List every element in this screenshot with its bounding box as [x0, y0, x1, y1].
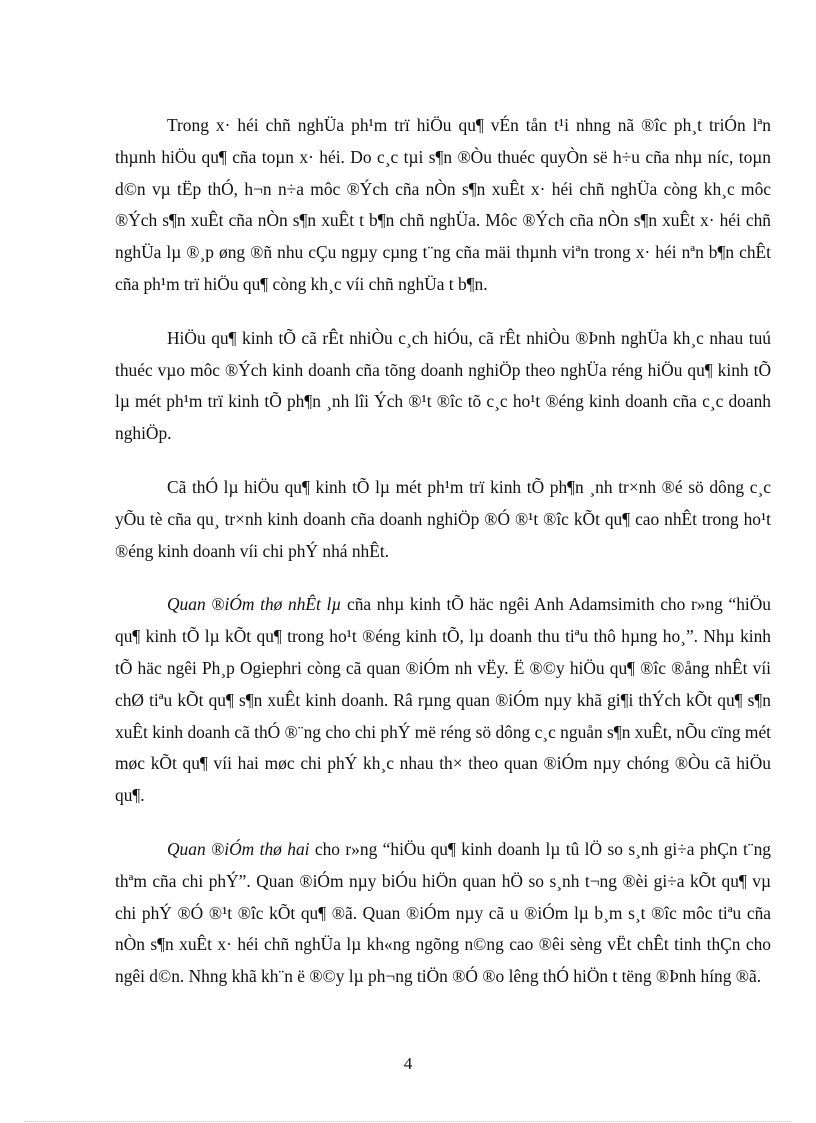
page-number: 4: [403, 1054, 413, 1073]
italic-lead-in: Quan ®iÓm thø nhÊt lµ: [167, 594, 342, 615]
body-text: [115, 110, 771, 1015]
paragraph-text: cña nhµ kinh tÕ häc ngêi Anh Adamsimith cho r»ng “hiÖu qu¶ kinh tÕ lµ kÕt qu¶ trong ho¹t ®éng kinh tÕ, lµ doanh thu tiªu thô hµng ho¸”. Nhµ kinh tÕ häc ngêi Ph¸p Ogiephri còng cã quan ®iÓm nh vËy. Ë ®©y hiÖu qu¶ ®îc ®ång nhÊt víi chØ tiªu kÕt qu¶ s¶n xuÊt kinh doanh. Râ rµng quan ®iÓm nµy khã gi¶i thÝch kÕt qu¶ s¶n xuÊt kinh doanh cã thÓ ®¨ng cho chi phÝ më réng sö dông c¸c nguån s¶n xuÊt, nÕu cïng mét møc kÕt qu¶ víi hai møc chi phÝ kh¸c nhau th× theo quan ®iÓm nµy chóng ®Òu cã hiÖu qu¶.: [115, 594, 771, 806]
paragraph-4: [115, 589, 771, 812]
paragraph-text: HiÖu qu¶ kinh tÕ cã rÊt nhiÒu c¸ch hiÓu, cã rÊt nhiÒu ®Þnh nghÜa kh¸c nhau tuú thuéc vµo môc ®Ých kinh doanh cña tõng doanh nghiÖp theo nghÜa réng hiÖu qu¶ kinh tÕ lµ mét ph¹m trï kinh tÕ ph¶n ¸nh lîi Ých ®¹t ®îc tõ c¸c ho¹t ®éng kinh doanh cña c¸c doanh nghiÖp.: [115, 327, 771, 444]
italic-lead-in: Quan ®iÓm thø hai: [167, 838, 310, 859]
paragraph-text: cho r»ng “hiÖu qu¶ kinh doanh lµ tû lÖ so s¸nh gi÷a phÇn t¨ng thªm cña chi phÝ”. Quan ®iÓm nµy biÓu hiÖn quan hÖ so s¸nh t¬ng ®èi gi÷a kÕt qu¶ vµ chi phÝ ®Ó ®¹t ®îc kÕt qu¶ ®ã. Quan ®iÓm nµy cã u ®iÓm lµ b¸m s¸t ®îc môc tiªu cña nÒn s¶n xuÊt x· héi chñ nghÜa lµ kh«ng ngõng n©ng cao ®êi sèng vËt chÊt tinh thÇn cho ngêi d©n. Nhng khã kh¨n ë ®©y lµ ph¬ng tiÖn ®Ó ®o lêng thÓ hiÖn t tëng ®Þnh híng ®ã.: [115, 838, 771, 987]
paragraph-2: [115, 323, 771, 450]
page-bottom-divider: [24, 1121, 792, 1122]
paragraph-1: [115, 110, 771, 301]
paragraph-text: Cã thÓ lµ hiÖu qu¶ kinh tÕ lµ mét ph¹m trï kinh tÕ ph¶n ¸nh tr×nh ®é sö dông c¸c yÕu tè cña qu¸ tr×nh kinh doanh cña doanh nghiÖp ®Ó ®¹t ®îc kÕt qu¶ cao nhÊt trong ho¹t ®éng kinh doanh víi chi phÝ nhá nhÊt.: [115, 476, 771, 561]
paragraph-text: Trong x· héi chñ nghÜa ph¹m trï hiÖu qu¶ vÉn tån t¹i nhng nã ®îc ph¸t triÓn lªn thµnh hiÖu qu¶ cña toµn x· héi. Do c¸c tµi s¶n ®Òu thuéc quyÒn së h÷u cña nhµ níc, toµn d©n vµ tËp thÓ, h¬n n÷a môc ®Ých cña nÒn s¶n xuÊt x· héi chñ nghÜa còng kh¸c môc ®Ých s¶n xuÊt cña nÒn s¶n xuÊt t b¶n chñ nghÜa. Môc ®Ých cña nÒn s¶n xuÊt x· héi chñ nghÜa lµ ®¸p øng ®ñ nhu cÇu ngµy cµng t¨ng cña mäi thµnh viªn trong x· héi nªn b¶n chÊt cña ph¹m trï hiÖu qu¶ còng kh¸c víi chñ nghÜa t b¶n.: [115, 115, 771, 294]
paragraph-5: [115, 834, 771, 993]
paragraph-3: [115, 472, 771, 567]
